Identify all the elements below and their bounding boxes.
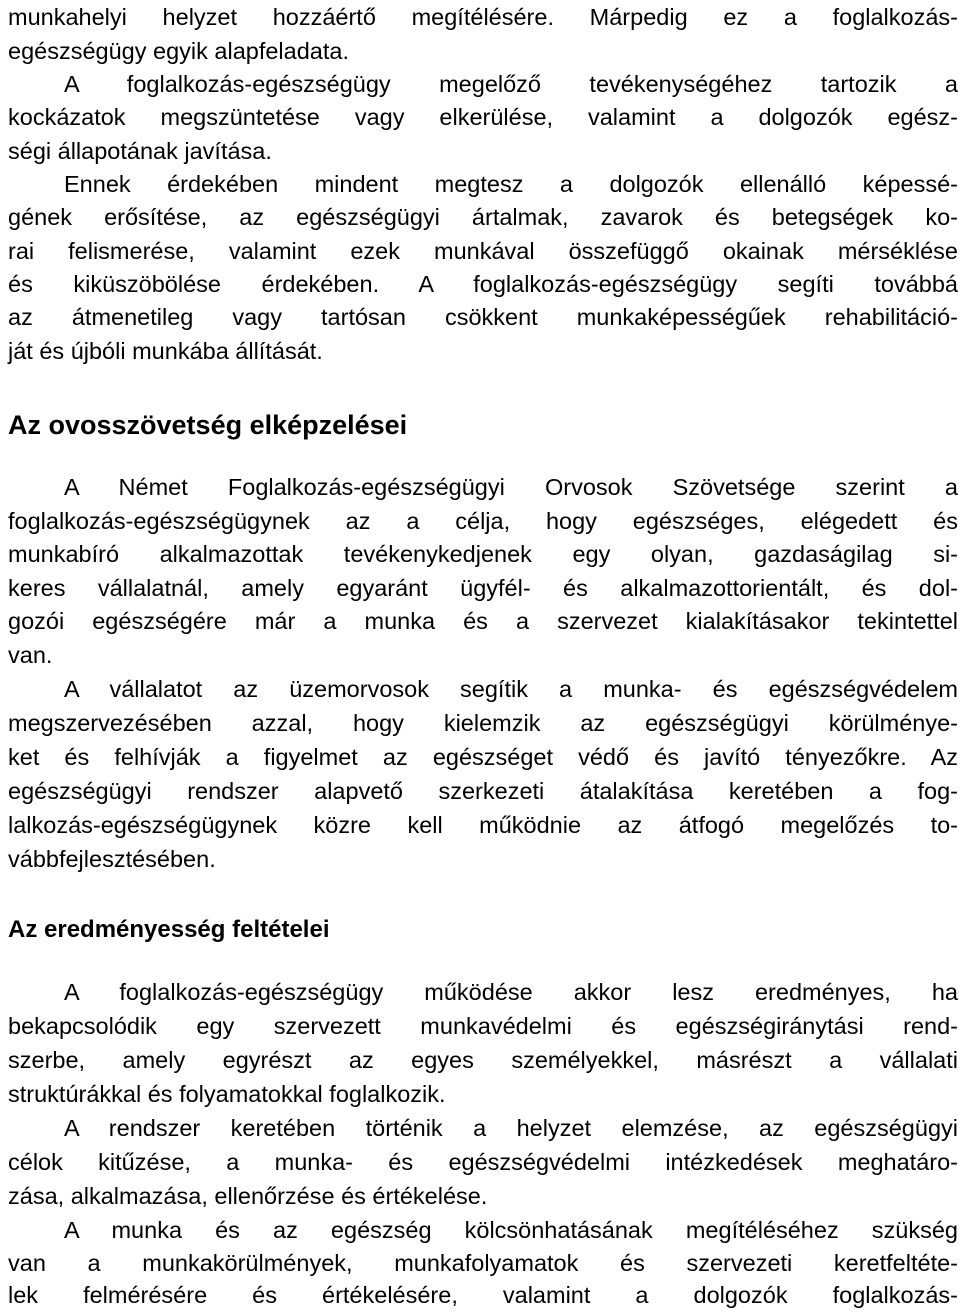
text-line: A foglalkozás-egészségügy megelőző tevékenységéhez tartozik a xyxy=(64,71,958,97)
text-line: az átmenetileg vagy tartósan csökkent munkaképességűek rehabilitáció- xyxy=(8,304,958,330)
text-line: munkabíró alkalmazottak tevékenykedjenek egy olyan, gazdaságilag si- xyxy=(8,541,958,567)
text-line: van. xyxy=(8,642,53,668)
text-line: munkahelyi helyzet hozzáértő megítélésére. Márpedig ez a foglalkozás- xyxy=(8,4,958,30)
text-line: lalkozás-egészségügynek közre kell működnie az átfogó megelőzés to- xyxy=(8,812,958,838)
text-line: Ennek érdekében mindent megtesz a dolgozók ellenálló képessé- xyxy=(64,171,958,197)
text-line: ját és újbóli munkába állítását. xyxy=(8,338,323,364)
text-line: szerbe, amely egyrészt az egyes személyekkel, másrészt a vállalati xyxy=(8,1047,958,1073)
text-line: gének erősítése, az egészségügyi ártalmak, zavarok és betegségek ko- xyxy=(8,204,958,230)
text-line: célok kitűzése, a munka- és egészségvédelmi intézkedések meghatáro- xyxy=(8,1149,958,1175)
text-line: vábbfejlesztésében. xyxy=(8,846,216,872)
text-line: egészségügyi rendszer alapvető szerkezeti átalakítása keretében a fog- xyxy=(8,778,958,804)
text-line: foglalkozás-egészségügynek az a célja, hogy egészséges, elégedett és xyxy=(8,508,958,534)
text-line: A foglalkozás-egészségügy működése akkor lesz eredményes, ha xyxy=(64,979,958,1005)
text-line: A rendszer keretében történik a helyzet elemzése, az egészségügyi xyxy=(64,1115,958,1141)
text-line: A Német Foglalkozás-egészségügyi Orvosok Szövetsége szerint a xyxy=(64,474,958,500)
text-line: struktúrákkal és folyamatokkal foglalkozik. xyxy=(8,1081,446,1107)
text-line: zása, alkalmazása, ellenőrzése és értékelése. xyxy=(8,1183,488,1209)
text-line: ket és felhívják a figyelmet az egészséget védő és javító tényezőkre. Az xyxy=(8,744,958,770)
section-heading: Az ovosszövetség elképzelései xyxy=(8,410,408,440)
text-line: bekapcsolódik egy szervezett munkavédelmi és egészségiránytási rend- xyxy=(8,1013,958,1039)
text-line: ségi állapotának javítása. xyxy=(8,138,272,164)
text-line: kockázatok megszüntetése vagy elkerülése, valamint a dolgozók egész- xyxy=(8,104,958,130)
text-line: rai felismerése, valamint ezek munkával összefüggő okainak mérséklése xyxy=(8,238,958,264)
text-line: lek felmérésére és értékelésére, valamint a dolgozók foglalkozás- xyxy=(8,1282,958,1308)
text-line: van a munkakörülmények, munkafolyamatok és szervezeti keretfeltéte- xyxy=(8,1250,958,1276)
text-line: egészségügy egyik alapfeladata. xyxy=(8,38,349,64)
text-line: megszervezésében azzal, hogy kielemzik az egészségügyi körülménye- xyxy=(8,710,958,736)
text-line: A vállalatot az üzemorvosok segítik a munka- és egészségvédelem xyxy=(64,676,958,702)
text-line: A munka és az egészség kölcsönhatásának megítéléséhez szükség xyxy=(64,1217,958,1243)
text-line: és kiküszöbölése érdekében. A foglalkozás-egészségügy segíti továbbá xyxy=(8,271,958,297)
section-heading: Az eredményesség feltételei xyxy=(8,916,330,943)
text-line: gozói egészségére már a munka és a szervezet kialakításakor tekintettel xyxy=(8,608,958,634)
text-line: keres vállalatnál, amely egyaránt ügyfél- és alkalmazottorientált, és dol- xyxy=(8,575,958,601)
